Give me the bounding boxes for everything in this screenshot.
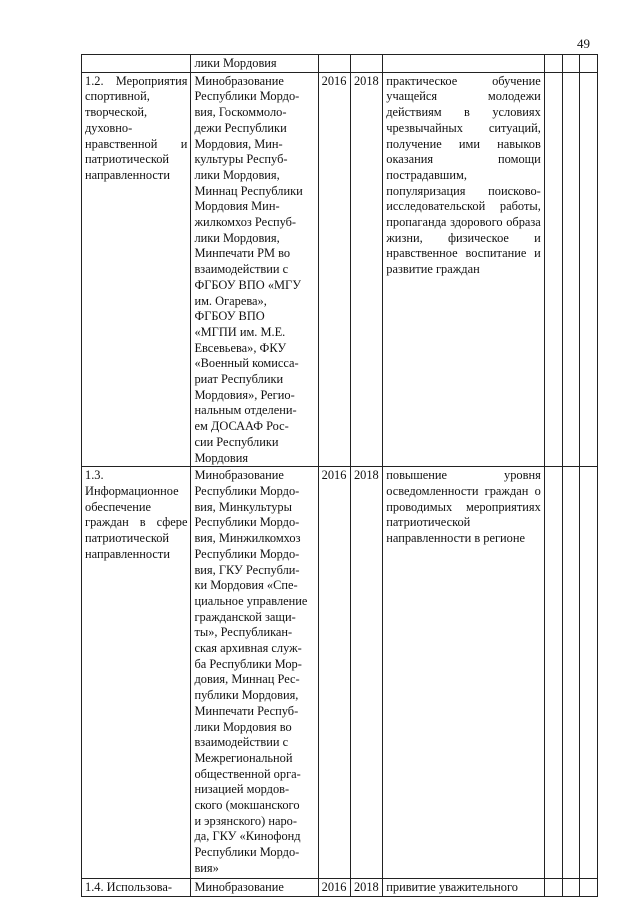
executors-line: Мордовия», Регио- [194, 387, 295, 402]
table-row-continuation [82, 55, 598, 73]
executors-line: Евсевьева», ФКУ [194, 340, 287, 355]
start-year-cell: 2016 [318, 467, 350, 879]
executors-line: дежи Республики [194, 120, 287, 135]
executors-line: Минпечати РМ во [194, 246, 291, 261]
executors-line: ского (мокшанского [194, 798, 300, 813]
empty-cell [562, 72, 580, 467]
executors-line: Республики Мордо- [194, 546, 300, 561]
empty-cell [544, 72, 562, 467]
end-year-cell [350, 55, 382, 73]
table-row-measure-1-2 [82, 72, 598, 467]
executors-line: риат Республики [194, 372, 284, 387]
measure-name-cell: 1.2. Мероприятия спортивной, творческой, духовно-нравственной и патриотической направленности [82, 72, 191, 467]
executors-line: вия, Госкоммоло- [194, 105, 287, 120]
executors-line: «Военный комисса- [194, 356, 299, 371]
executors-line: ба Республики Мор- [194, 656, 302, 671]
executors-line: Межрегиональной [194, 750, 293, 765]
empty-cell [544, 879, 562, 897]
executors-line: нальным отделени- [194, 403, 297, 418]
page-number: 49 [577, 36, 590, 51]
result-cell [383, 55, 545, 73]
executors-cell [191, 879, 318, 897]
executors-line: ская архивная служ- [194, 641, 302, 656]
executors-cell [191, 72, 318, 467]
executors-line: лики Мордовия, [194, 230, 280, 245]
start-year-cell: 2016 [318, 879, 350, 897]
executors-line: Мордовия, Мин- [194, 136, 283, 151]
empty-cell [544, 55, 562, 73]
executors-line: да, ГКУ «Кинофонд [194, 829, 301, 844]
empty-cell [580, 467, 598, 879]
table-row-measure-1-4 [82, 879, 598, 897]
result-cell: практическое обучение учащейся молодежи действиям в условиях чрезвычайных ситуаций, получение ими навыков оказания помощи пострадавшим, популяризация поисково-исследовательской работы, пропаганда здорового образа жизни, физическое и нравственное воспитание и развитие граждан [383, 72, 545, 467]
measure-name-cell: 1.3. Информационное обеспечение граждан в сфере патриотической направленности [82, 467, 191, 879]
empty-cell [562, 879, 580, 897]
executors-line: довия, Миннац Рес- [194, 672, 300, 687]
executors-line: «МГПИ им. М.Е. [194, 324, 286, 339]
executors-line: Минобразование [194, 880, 284, 895]
executors-line: Минобразование [194, 73, 284, 88]
empty-cell [544, 467, 562, 879]
result-cell: привитие уважительного [383, 879, 545, 897]
executors-line: Республики Мордо- [194, 89, 300, 104]
executors-line: лики Мордовия во [194, 719, 292, 734]
table-row-measure-1-3 [82, 467, 598, 879]
executors-line: Республики Мордо- [194, 845, 300, 860]
executors-line: взаимодействии с [194, 735, 289, 750]
end-year-cell: 2018 [350, 72, 382, 467]
executors-line: Республики Мордо- [194, 515, 300, 530]
executors-line: вия, Минкультуры [194, 499, 292, 514]
executors-line: общественной орга- [194, 766, 301, 781]
executors-line: вия, Минжилкомхоз [194, 531, 301, 546]
executors-line: лики Мордовия, [194, 167, 280, 182]
executors-line: Мордовия [194, 450, 249, 465]
executors-line: Мордовия Мин- [194, 199, 280, 214]
executors-line: лики Мордовия [194, 56, 277, 70]
executors-line: вия» [194, 860, 219, 875]
executors-line: гражданской защи- [194, 609, 296, 624]
measure-name-cell [82, 55, 191, 73]
executors-cell [191, 55, 318, 73]
empty-cell [580, 72, 598, 467]
executors-line: Республики Мордо- [194, 483, 300, 498]
executors-line: Миннац Республики [194, 183, 303, 198]
empty-cell [580, 55, 598, 73]
executors-line: Минобразование [194, 468, 284, 483]
executors-line: культуры Респуб- [194, 152, 288, 167]
executors-line: и эрзянского) наро- [194, 813, 297, 828]
result-cell: повышение уровня осведомленности граждан о проводимых мероприятиях патриотической направленности в регионе [383, 467, 545, 879]
start-year-cell [318, 55, 350, 73]
executors-line: ки Мордовия «Спе- [194, 578, 298, 593]
executors-line: низацией мордов- [194, 782, 290, 797]
executors-line: ФГБОУ ВПО «МГУ [194, 277, 301, 292]
program-table [81, 54, 598, 897]
executors-line: вия, ГКУ Республи- [194, 562, 300, 577]
executors-line: жилкомхоз Респуб- [194, 215, 297, 230]
executors-line: им. Огарева», [194, 293, 267, 308]
executors-line: сии Республики [194, 434, 279, 449]
executors-line: ты», Республикан- [194, 625, 293, 640]
empty-cell [562, 467, 580, 879]
executors-line: циальное управление [194, 593, 308, 608]
executors-line: взаимодействии с [194, 262, 289, 277]
executors-line: публики Мордовия, [194, 688, 299, 703]
empty-cell [580, 879, 598, 897]
empty-cell [562, 55, 580, 73]
executors-line: ФГБОУ ВПО [194, 309, 265, 324]
measures-table [81, 54, 598, 897]
executors-line: ем ДОСААФ Рос- [194, 419, 289, 434]
start-year-cell: 2016 [318, 72, 350, 467]
end-year-cell: 2018 [350, 879, 382, 897]
end-year-cell: 2018 [350, 467, 382, 879]
executors-line: Минпечати Респуб- [194, 703, 299, 718]
executors-cell [191, 467, 318, 879]
measure-name-cell: 1.4. Использова- [82, 879, 191, 897]
